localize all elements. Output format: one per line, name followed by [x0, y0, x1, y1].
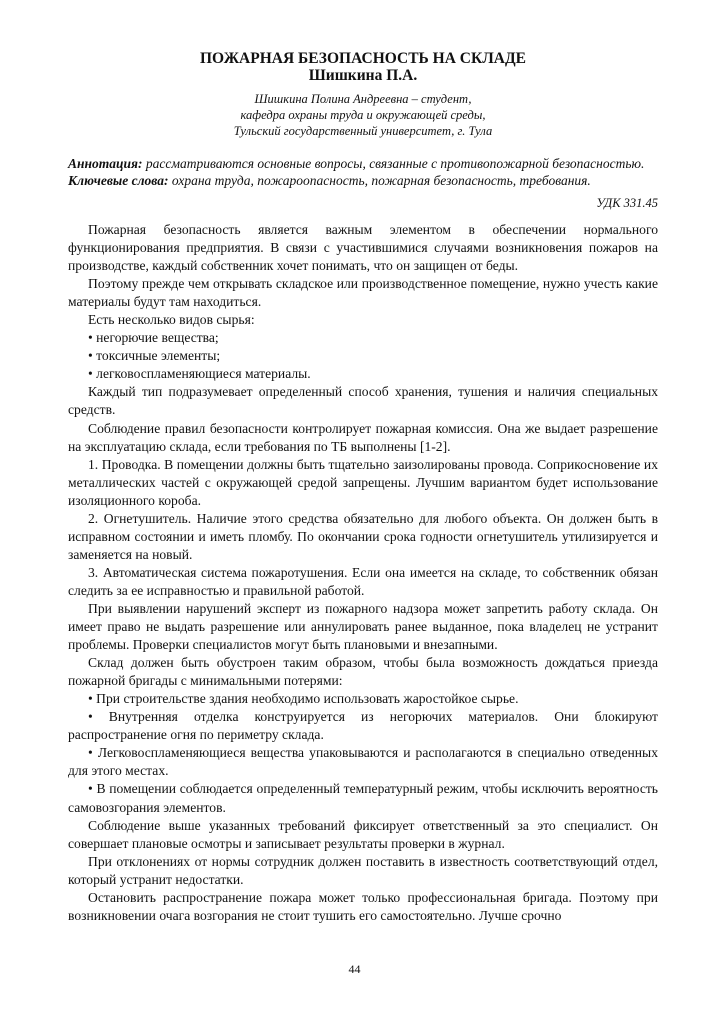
abstract-text: рассматриваются основные вопросы, связанные с противопожарной безопасностью.	[145, 156, 645, 171]
list-item: • легковоспламеняющиеся материалы.	[88, 366, 311, 382]
abstract	[68, 155, 658, 172]
page-number: 44	[348, 962, 361, 976]
paragraph: Соблюдение выше указанных требований фиксирует ответственный за это специалист. Он совершает плановые осмотры и записывает результаты проверки в журнал.	[68, 817, 658, 851]
affiliation-line: Шишкина Полина Андреевна – студент,	[254, 92, 472, 106]
author-affiliation	[68, 91, 658, 139]
numbered-item: 2. Огнетушитель. Наличие этого средства обязательно для любого объекта. Он должен быть в исправном состоянии и иметь пломбу. По окончании срока годности огнетушитель утилизируется и заменяется на новый.	[68, 510, 658, 562]
numbered-item: 1. Проводка. В помещении должны быть тщательно заизолированы провода. Соприкосновение их металлических частей с окружающей средой запрещены. Лучшим вариантом будет использование изоляционного короба.	[68, 456, 658, 508]
list-item: • Легковоспламеняющиеся вещества упаковываются и располагаются в специально отведенных для этого местах.	[68, 745, 658, 779]
article-title: ПОЖАРНАЯ БЕЗОПАСНОСТЬ НА СКЛАДЕ	[200, 50, 526, 67]
article-body	[68, 221, 658, 925]
paragraph: Соблюдение правил безопасности контролирует пожарная комиссия. Она же выдает разрешение на эксплуатацию склада, если требования по ТБ выполнены [1-2].	[68, 420, 658, 454]
paragraph: При отклонениях от нормы сотрудник должен поставить в известность соответствующий отдел, который устранит недостатки.	[68, 853, 658, 887]
udk-code: УДК 331.45	[596, 196, 658, 210]
paragraph: Есть несколько видов сырья:	[88, 312, 255, 328]
paragraph: При выявлении нарушений эксперт из пожарного надзора может запретить работу склада. Он имеет право не выдать разрешение или аннулировать ранее выданное, пока владелец не устранит проблемы. Проверки специалистов могут быть плановыми и внезапными.	[68, 600, 658, 653]
article	[68, 50, 658, 925]
list-item: • Внутренняя отделка конструируется из негорючих материалов. Они блокируют распространение огня по периметру склада.	[68, 709, 658, 743]
paragraph: Склад должен быть обустроен таким образом, чтобы была возможность дождаться приезда пожарной бригады с минимальными потерями:	[68, 655, 658, 689]
list-item: • токсичные элементы;	[88, 348, 221, 364]
paragraph: Остановить распространение пожара может только профессиональная бригада. Поэтому при возникновении очага возгорания не стоит тушить его самостоятельно. Лучше срочно	[68, 889, 658, 923]
keywords-label: Ключевые слова:	[68, 173, 169, 188]
affiliation-line: Тульский государственный университет, г. Тула	[233, 124, 493, 138]
affiliation-line: кафедра охраны труда и окружающей среды,	[240, 108, 486, 122]
list-item: • В помещении соблюдается определенный температурный режим, чтобы исключить вероятность самовозгорания элементов.	[68, 781, 658, 815]
paragraph: Поэтому прежде чем открывать складское или производственное помещение, нужно учесть какие материалы будут там находиться.	[68, 276, 658, 310]
paragraph: Каждый тип подразумевает определенный способ хранения, тушения и наличия специальных средств.	[68, 384, 658, 418]
numbered-item: 3. Автоматическая система пожаротушения. Если она имеется на складе, то собственник обязан следить за ее исправностью и правильной работой.	[68, 564, 658, 598]
abstract-label: Аннотация:	[68, 156, 143, 171]
article-author: Шишкина П.А.	[308, 67, 418, 84]
paragraph: Пожарная безопасность является важным элементом в обеспечении нормального функционирования предприятия. В связи с участившимися случаями возникновения пожаров на производстве, каждый собственник хочет понимать, что он защищен от беды.	[68, 222, 658, 274]
keywords	[68, 172, 658, 189]
list-item: • негорючие вещества;	[88, 330, 219, 346]
list-item: • При строительстве здания необходимо использовать жаростойкое сырье.	[88, 691, 519, 707]
keywords-text: охрана труда, пожароопасность, пожарная безопасность, требования.	[171, 173, 591, 188]
